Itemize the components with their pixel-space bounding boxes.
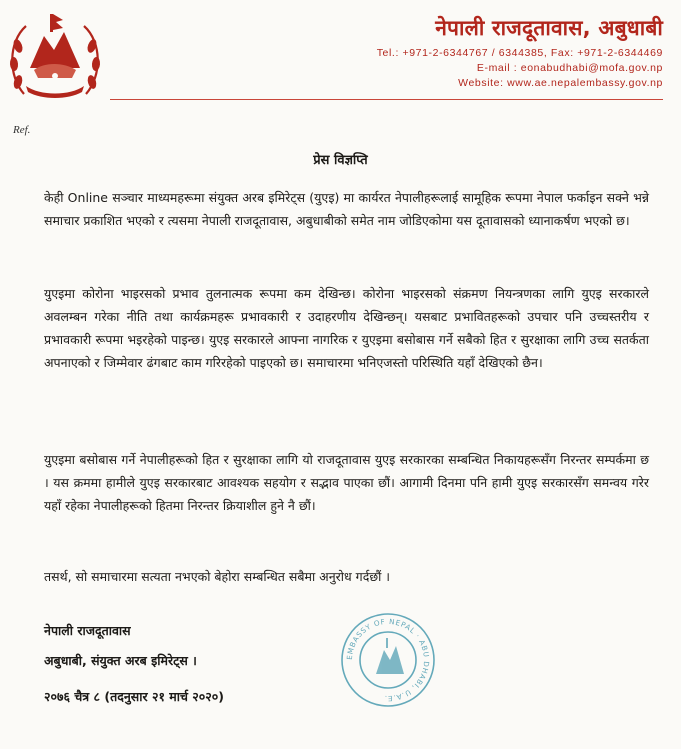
contact-phone: Tel.: +971-2-6344767 / 6344385, Fax: +971-2-6344469 xyxy=(376,47,663,59)
letterhead-divider xyxy=(110,99,663,100)
embassy-stamp xyxy=(338,610,438,710)
letterhead xyxy=(377,14,663,91)
paragraph-2: युएइमा कोरोना भाइरसको प्रभाव तुलनात्मक रूपमा कम देखिन्छ। कोरोना भाइरसको संक्रमण नियन्त्रणका लागि युएइ सरकारले अवलम्बन गरेका नीति तथा कार्यक्रमहरू प्रभावकारी र उदाहरणीय देखिन्छन्। यसबाट प्रभावितहरूको उपचार पनि उच्चस्तरीय र प्रभावकारी रूपमा भइरहेको पाइन्छ। युएइ सरकारले आफ्ना नागरिक र युएइमा बसोबास गर्ने सबैको हित र सुरक्षाका लागि उच्च सतर्कता अपनाएको र जिम्मेवार ढंगबाट काम गरिरहेको पाइएको छ। समाचारमा भनिएजस्तो परिस्थिति यहाँ देखिएको छैन। xyxy=(44,286,649,370)
document-title: प्रेस विज्ञप्ति xyxy=(313,153,368,168)
ref-label: Ref. xyxy=(13,124,31,136)
svg-text:EMBASSY OF NEPAL · ABU DHABI,: EMBASSY OF NEPAL · ABU DHABI, U.A.E. xyxy=(344,616,432,704)
paragraph-1: केही Online सञ्चार माध्यमहरूमा संयुक्त अरब इमिरेट्स (युएइ) मा कार्यरत नेपालीहरूलाई सामूहिक रूपमा नेपाल फर्काइन सक्ने भन्ने समाचार प्रकाशित भएको र त्यसमा नेपाली राजदूतावास, अबुधाबीको समेत नाम जोडिएकोमा यस दूतावासको ध्यानाकर्षण भएको छ। xyxy=(44,190,649,228)
nepal-coat-of-arms-icon xyxy=(4,6,106,102)
contact-email: E-mail : eonabudhabi@mofa.gov.np xyxy=(476,62,663,74)
paragraph-3: युएइमा बसोबास गर्ने नेपालीहरूको हित र सुरक्षाका लागि यो राजदूतावास युएइ सरकारका सम्बन्धित निकायहरूसँग निरन्तर सम्पर्कमा छ । यस क्रममा हामीले युएइ सरकारबाट आवश्यक सहयोग र सद्भाव पाएका छौं। आगामी दिनमा पनि हामी युएइ सरकारसँग समन्वय गरेर यहाँ रहेका नेपालीहरूको हितमा निरन्तर क्रियाशील हुने नै छौं। xyxy=(44,452,649,513)
signatory-name: नेपाली राजदूतावास xyxy=(44,623,131,638)
paragraph-4: तसर्थ, सो समाचारमा सत्यता नभएको बेहोरा सम्बन्धित सबैमा अनुरोध गर्दछौं । xyxy=(44,569,391,584)
signatory-location: अबुधाबी, संयुक्त अरब इमिरेट्स । xyxy=(44,653,197,668)
contact-website: Website: www.ae.nepalembassy.gov.np xyxy=(458,77,663,89)
embassy-name: नेपाली राजदूतावास, अबुधाबी xyxy=(435,16,663,40)
issue-date: २०७६ चैत्र ८ (तदनुसार २१ मार्च २०२०) xyxy=(44,689,225,704)
